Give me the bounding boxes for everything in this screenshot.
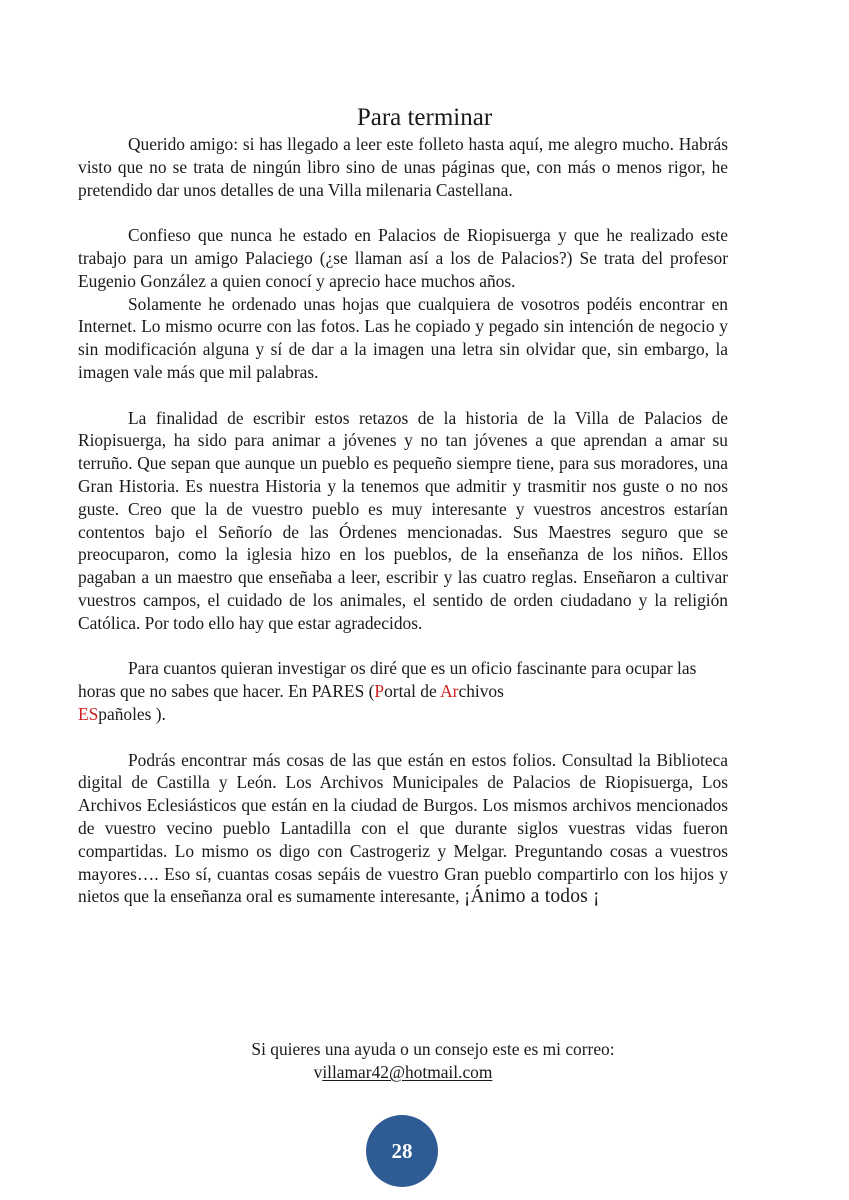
paragraph-purpose: La finalidad de escribir estos retazos de la historia de la Villa de Palacios de Riopisuerga, ha sido para animar a jóvenes y no tan jóvenes a que aprendan a amar su terruño. Que sepan que aunque un pueblo es pequeño siempre tiene, para sus moradores, una Gran Historia. Es nuestra Historia y la tenemos que admitir y trasmitir nos guste o no nos guste. Creo que la de vuestro pueblo es muy interesante y vuestros ancestros estarían contentos bajo el Señorío de las Órdenes mencionadas. Sus Maestres seguro que se preocuparon, como la iglesia hizo en los pueblos, de la enseñanza de los niños. Ellos pagaban a un maestro que enseñaba a leer, escribir y las cuatro reglas. Enseñaron a cultivar vuestros campos, el cuidado de los animales, el sentido de orden ciudadano y la religión Católica. Por todo ello hay que estar agradecidos. xyxy=(78,407,728,633)
archives-text: Podrás encontrar más cosas de las que están en estos folios. Consultad la Biblioteca digital de Castilla y León. Los Archivos Municipales de Palacios de Riopisuerga, Los Archivos Eclesiásticos que están en la ciudad de Burgos. Los mismos archivos mencionados de vuestro vecino pueblo Lantadilla con el que durante siglos vuestras vidas fueron compartidas. Lo mismo os digo con Castrogeriz y Melgar. Preguntando cosas a vuestros mayores…. Eso sí, cuantas cosas sepáis de vuestro Gran pueblo compartirlo con los hijos y nietos que la enseñanza oral es sumamente interesante, xyxy=(78,749,728,907)
page-title: Para terminar xyxy=(356,104,493,131)
paragraph-pares xyxy=(78,657,728,725)
paragraph-confession: Confieso que nunca he estado en Palacios de Riopisuerga y que he realizado este trabajo para un amigo Palaciego (¿se llaman así a los de Palacios?) Se trata del profesor Eugenio González a quien conocí y aprecio hace muchos años. xyxy=(78,225,728,291)
pares-initial-es: ES xyxy=(78,703,99,724)
contact-block xyxy=(78,1038,728,1084)
page-number: 28 xyxy=(391,1138,413,1163)
email-address[interactable]: illamar42@hotmail.com xyxy=(322,1061,493,1082)
email-link[interactable] xyxy=(78,1061,728,1084)
paragraph-sources: Solamente he ordenado unas hojas que cualquiera de vosotros podéis encontrar en Internet. Lo mismo ocurre con las fotos. Las he copiado y pegado sin intención de negocio y sin modificación alguna y sí de dar a la imagen una letra sin olvidar que, sin embargo, la imagen vale más que mil palabras. xyxy=(78,293,728,382)
email-first-letter[interactable]: v xyxy=(313,1061,323,1082)
paragraph-intro: Querido amigo: si has llegado a leer este folleto hasta aquí, me alegro mucho. Habrás visto que no se trata de ningún libro sino de unas páginas que, con más o menos rigor, he pretendido dar unos detalles de una Villa milenaria Castellana. xyxy=(78,134,728,200)
page-number-badge xyxy=(366,1115,438,1187)
paragraph-gap xyxy=(78,726,728,749)
pares-text-portal: ortal de xyxy=(384,681,441,702)
paragraph-gap xyxy=(78,635,728,658)
pares-text-start: Para cuantos quieran investigar os diré que es un oficio fascinante para ocupar las horas que no sabes que hacer. En PARES ( xyxy=(78,658,697,702)
paragraph-gap xyxy=(78,201,728,224)
paragraph-gap xyxy=(78,384,728,407)
pares-text-espanoles: pañoles ). xyxy=(98,703,166,724)
pares-initial-ar: Ar xyxy=(440,681,459,702)
paragraph-archives xyxy=(78,749,728,910)
pares-text-archivos: chivos xyxy=(458,681,504,702)
pares-initial-p: P xyxy=(374,681,385,702)
animo-exclamation: ¡Ánimo a todos ¡ xyxy=(463,886,600,908)
contact-line: Si quieres una ayuda o un consejo este es mi correo: xyxy=(251,1039,615,1059)
body-text xyxy=(78,133,728,909)
